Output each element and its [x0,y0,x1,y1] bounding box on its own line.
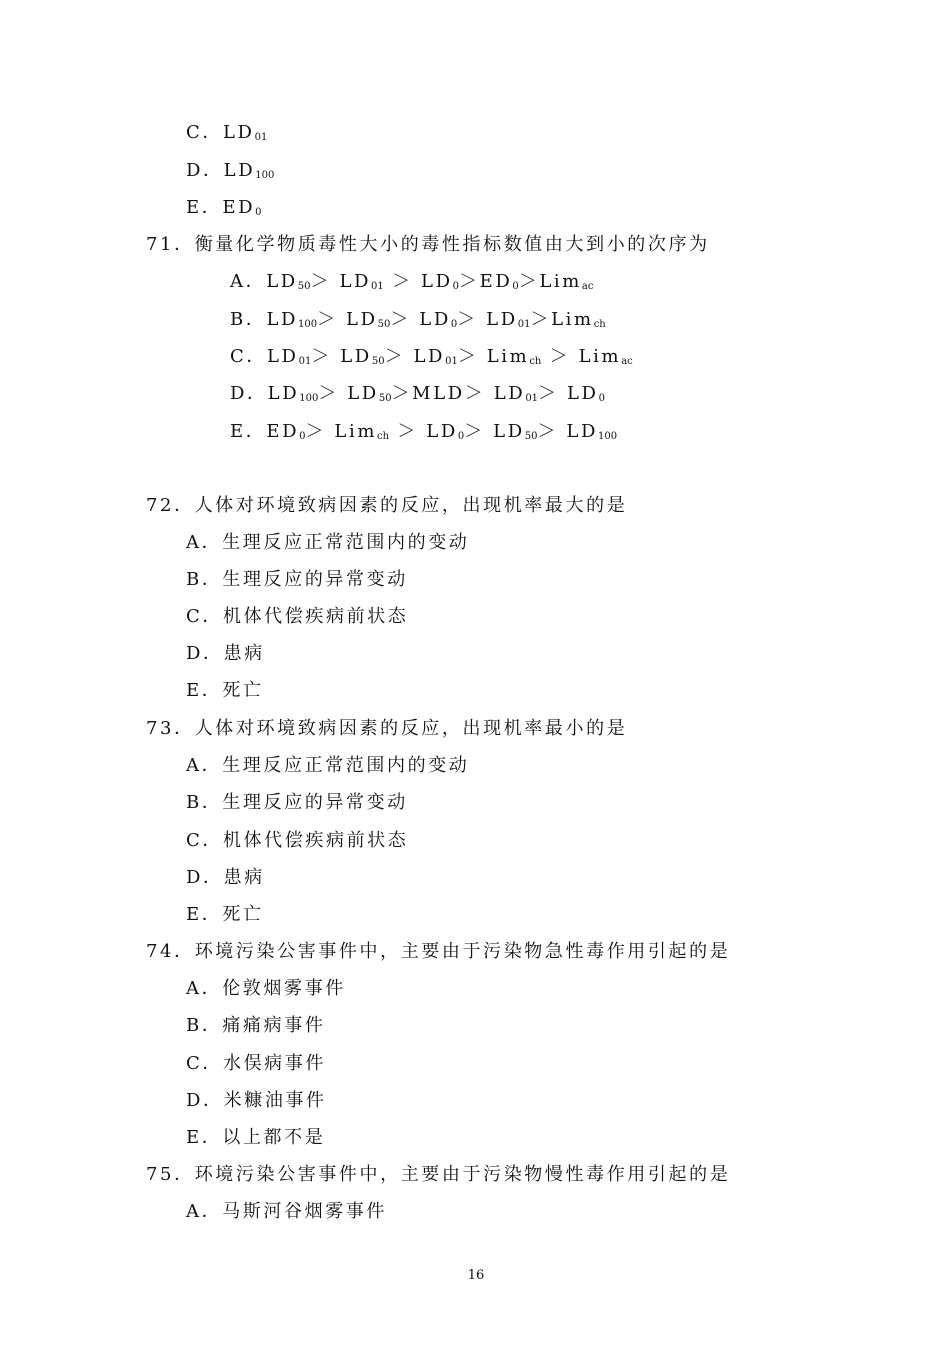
question-71-option-a: A．$LD_{50}> LD_{01} > LD_0>ED_0>Lim_{ac}$ [230,271,594,292]
question-74-option-a: A．伦敦烟雾事件 [186,978,346,999]
question-71-option-b: B．$LD_{100}> LD_{50}> LD_0> LD_{01}>Lim_{ch}$ [230,309,606,330]
question-72-option-e: E．死亡 [186,680,264,701]
question-72-option-c: C．机体代偿疾病前状态 [186,606,409,627]
question-72-stem: 72．人体对环境致病因素的反应，出现机率最大的是 [146,495,628,516]
prev-option-d: D．$LD_{100}$ [186,160,275,181]
question-71-stem: 71．衡量化学物质毒性大小的毒性指标数值由大到小的次序为 [146,234,710,255]
question-72-option-b: B．生理反应的异常变动 [186,569,408,590]
question-73-option-b: B．生理反应的异常变动 [186,792,408,813]
question-75-stem: 75．环境污染公害事件中，主要由于污染物慢性毒作用引起的是 [146,1164,731,1185]
question-73-option-d: D．患病 [186,867,265,888]
question-73-stem: 73．人体对环境致病因素的反应，出现机率最小的是 [146,718,628,739]
question-73-option-a: A．生理反应正常范围内的变动 [186,755,470,776]
prev-option-c: C．$LD_{01}$ [186,122,268,143]
question-74-option-e: E．以上都不是 [186,1127,326,1148]
question-74-option-b: B．痛痛病事件 [186,1015,326,1036]
question-74-option-d: D．米糠油事件 [186,1090,327,1111]
question-74-option-c: C．水俣病事件 [186,1053,326,1074]
question-73-option-c: C．机体代偿疾病前状态 [186,830,409,851]
question-71-option-d: D．$LD_{100}> LD_{50}>MLD> LD_{01}> LD_0$ [230,383,605,404]
question-74-stem: 74．环境污染公害事件中，主要由于污染物急性毒作用引起的是 [146,941,731,962]
question-73-option-e: E．死亡 [186,904,264,925]
question-75-option-a: A．马斯河谷烟雾事件 [186,1201,387,1222]
prev-option-e: E．$ED_0$ [186,197,262,218]
question-72-option-a: A．生理反应正常范围内的变动 [186,532,470,553]
question-71-option-e: E．$ED_0> Lim_{ch} > LD_0> LD_{50}> LD_{100}$ [230,421,618,442]
question-71-option-c: C．$LD_{01}> LD_{50}> LD_{01}> Lim_{ch} > Lim_{ac}$ [230,346,633,367]
question-72-option-d: D．患病 [186,643,265,664]
page-number: 16 [467,1268,485,1283]
